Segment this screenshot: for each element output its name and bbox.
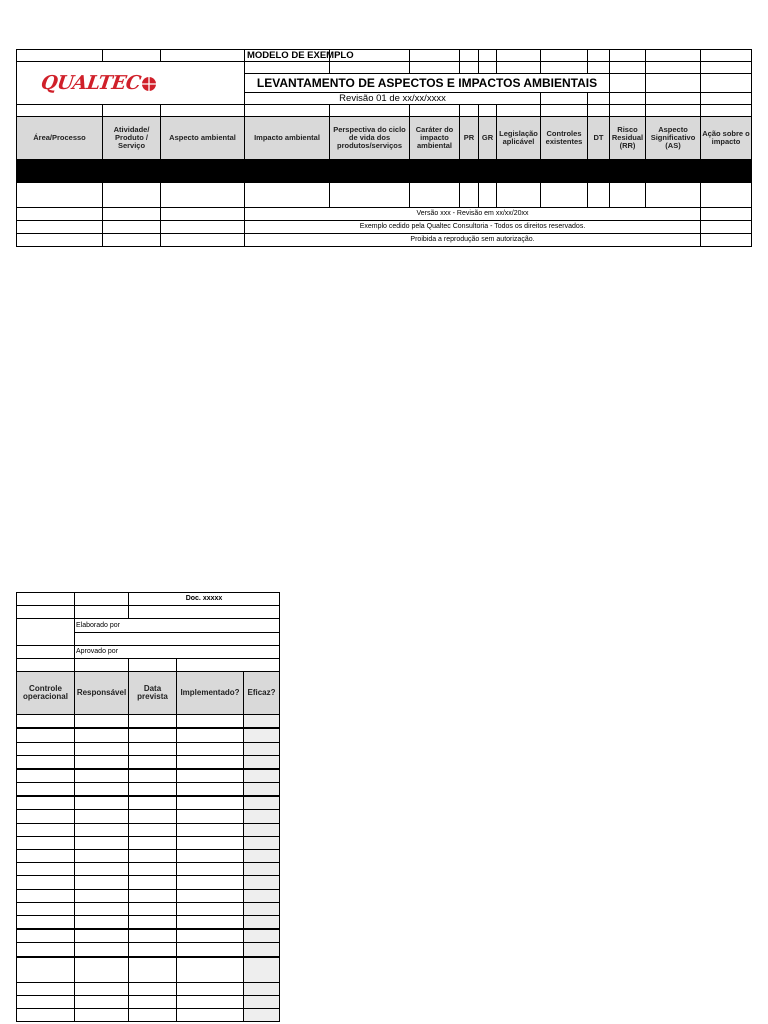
table-row[interactable] [17,836,280,849]
table-cell[interactable] [177,769,244,783]
col-area: Área/Processo [17,117,103,160]
table-cell[interactable] [129,902,177,915]
table-cell[interactable] [75,995,129,1008]
table-row[interactable] [17,182,752,208]
table-cell[interactable] [177,783,244,797]
table-cell[interactable] [75,769,129,783]
table-cell[interactable] [161,182,245,208]
table-cell[interactable] [129,742,177,755]
table-cell[interactable] [129,957,177,983]
table-cell[interactable] [129,783,177,797]
table-row[interactable] [17,755,280,769]
column-header-row-2 [17,672,280,715]
table-row[interactable] [17,957,280,983]
table-cell[interactable] [177,715,244,729]
table-row[interactable] [17,982,280,995]
table-cell[interactable] [75,915,129,929]
aprovado-label: Aprovado por [75,645,280,658]
footer-copyright: Exemplo cedido pela Qualtec Consultoria - Todos os direitos reservados. [245,221,701,234]
table-cell[interactable] [177,823,244,836]
table-cell[interactable] [129,850,177,863]
table-cell[interactable] [177,755,244,769]
table-cell[interactable] [75,850,129,863]
table-cell[interactable] [17,755,75,769]
table-cell[interactable] [244,755,280,769]
table-cell[interactable] [244,836,280,849]
table-cell[interactable] [244,1008,280,1021]
table-cell[interactable] [17,728,75,742]
table-cell[interactable] [17,810,75,823]
table-cell[interactable] [75,929,129,943]
table-cell[interactable] [75,863,129,876]
table-cell[interactable] [245,182,330,208]
table-cell[interactable] [17,889,75,902]
table-row[interactable] [17,995,280,1008]
table-cell[interactable] [244,995,280,1008]
table-cell[interactable] [177,742,244,755]
table-cell[interactable] [244,728,280,742]
table-cell[interactable] [129,863,177,876]
col-dt: DT [588,117,610,160]
table-cell[interactable] [129,995,177,1008]
table-row[interactable] [17,810,280,823]
table-cell[interactable] [701,182,752,208]
table-row[interactable] [17,876,280,889]
revision-label: Revisão 01 de xx/xx/xxxx [245,93,541,105]
table-body-2 [17,715,280,1022]
table-cell[interactable] [244,863,280,876]
table-cell[interactable] [17,863,75,876]
table-cell[interactable] [244,769,280,783]
table-cell[interactable] [17,769,75,783]
table-row[interactable] [17,915,280,929]
col-carater: Caráter do impacto ambiental [410,117,460,160]
col-pr: PR [460,117,479,160]
table-cell[interactable] [75,796,129,810]
header-blank-cell [103,50,161,62]
table-row[interactable] [17,728,280,742]
table-cell[interactable] [75,823,129,836]
table-cell[interactable] [129,889,177,902]
table-cell[interactable] [75,889,129,902]
col-risco: Risco Residual (RR) [610,117,646,160]
table-cell[interactable] [244,742,280,755]
table-cell[interactable] [244,810,280,823]
table-cell[interactable] [75,715,129,729]
table-cell[interactable] [177,943,244,957]
table-cell[interactable] [129,769,177,783]
table-cell[interactable] [244,889,280,902]
logo-text: QUALTEC [39,71,143,94]
table-row[interactable] [17,863,280,876]
table-row[interactable] [17,1008,280,1021]
table-cell[interactable] [103,182,161,208]
table-cell[interactable] [244,715,280,729]
logo-cell [17,62,245,105]
col-gr: GR [479,117,497,160]
table-cell[interactable] [75,982,129,995]
table-row[interactable] [17,769,280,783]
table-row[interactable] [17,823,280,836]
table-row[interactable] [17,902,280,915]
table-cell[interactable] [244,783,280,797]
table-cell[interactable] [129,715,177,729]
table-cell[interactable] [75,1008,129,1021]
col-significativo: Aspecto Significativo (AS) [646,117,701,160]
table-cell[interactable] [75,836,129,849]
table-cell[interactable] [17,742,75,755]
table-cell[interactable] [17,836,75,849]
table-cell[interactable] [17,182,103,208]
table-cell[interactable] [244,957,280,983]
table-cell[interactable] [17,783,75,797]
table-cell[interactable] [479,182,497,208]
table-cell[interactable] [177,728,244,742]
table-cell[interactable] [177,957,244,983]
col-perspectiva: Perspectiva do ciclo de vida dos produtos/serviços [330,117,410,160]
table-cell[interactable] [244,915,280,929]
table-cell[interactable] [17,902,75,915]
table-cell[interactable] [75,742,129,755]
table-row[interactable] [17,796,280,810]
qualtec-logo [39,71,157,94]
table-cell[interactable] [75,902,129,915]
col-acao: Ação sobre o impacto [701,117,752,160]
table-cell[interactable] [17,715,75,729]
table-cell[interactable] [75,783,129,797]
table-cell[interactable] [129,728,177,742]
table-cell[interactable] [541,182,588,208]
table-cell[interactable] [17,1008,75,1021]
table-cell[interactable] [17,943,75,957]
table-cell[interactable] [17,995,75,1008]
table-cell[interactable] [330,182,410,208]
table-cell[interactable] [17,929,75,943]
table-cell[interactable] [75,957,129,983]
table-cell[interactable] [177,850,244,863]
table-cell[interactable] [75,755,129,769]
table-cell[interactable] [244,823,280,836]
table-cell[interactable] [75,943,129,957]
table-cell[interactable] [129,943,177,957]
col-responsavel: Responsável [75,672,129,715]
table-row[interactable] [17,783,280,797]
logo-mark-icon [141,76,157,92]
table-cell[interactable] [244,943,280,957]
table-cell[interactable] [129,1008,177,1021]
col-atividade: Atividade/ Produto / Serviço [103,117,161,160]
header-blank-cell [161,50,245,62]
form-title: LEVANTAMENTO DE ASPECTOS E IMPACTOS AMBIENTAIS [245,74,610,93]
table-cell[interactable] [497,182,541,208]
table-row[interactable] [17,715,280,729]
table-cell[interactable] [17,823,75,836]
col-controles: Controles existentes [541,117,588,160]
table-cell[interactable] [129,915,177,929]
header-blank-cell [17,50,103,62]
table-cell[interactable] [177,796,244,810]
table-cell[interactable] [17,876,75,889]
table-cell[interactable] [129,836,177,849]
table-cell[interactable] [646,182,701,208]
table-cell[interactable] [129,982,177,995]
table-cell[interactable] [17,982,75,995]
table-cell[interactable] [177,902,244,915]
col-data-prevista: Data prevista [129,672,177,715]
table-cell[interactable] [244,876,280,889]
table-cell[interactable] [129,929,177,943]
table-cell[interactable] [177,876,244,889]
table-cell[interactable] [17,850,75,863]
col-impacto: Impacto ambiental [245,117,330,160]
table-cell[interactable] [244,902,280,915]
table-cell[interactable] [177,810,244,823]
table-cell[interactable] [177,863,244,876]
table-row[interactable] [17,929,280,943]
col-legislacao: Legislação aplicável [497,117,541,160]
col-controle-operacional: Controle operacional [17,672,75,715]
table-cell[interactable] [129,810,177,823]
table-row[interactable] [17,850,280,863]
table-cell[interactable] [129,755,177,769]
col-eficaz: Eficaz? [244,672,280,715]
table-body [17,160,752,208]
table-cell[interactable] [177,982,244,995]
table-cell[interactable] [129,823,177,836]
col-aspecto: Aspecto ambiental [161,117,245,160]
table-cell[interactable] [17,915,75,929]
table-row[interactable] [17,943,280,957]
table-cell[interactable] [610,182,646,208]
table-cell[interactable] [177,995,244,1008]
table-cell[interactable] [129,796,177,810]
table-cell[interactable] [588,182,610,208]
col-implementado: Implementado? [177,672,244,715]
footer-prohibition: Proibida a reprodução sem autorização. [245,234,701,247]
table-cell[interactable] [177,889,244,902]
table-cell[interactable] [177,1008,244,1021]
table-cell[interactable] [244,929,280,943]
table-cell[interactable] [244,796,280,810]
column-header-row [17,117,752,160]
table-cell[interactable] [177,915,244,929]
table-cell[interactable] [410,182,460,208]
table-row[interactable] [17,889,280,902]
table-cell[interactable] [75,876,129,889]
elaborado-label: Elaborado por [75,619,280,632]
doc-label: Doc. xxxxx [129,593,280,606]
model-label: MODELO DE EXEMPLO [245,50,330,62]
table-cell[interactable] [75,810,129,823]
table-row[interactable] [17,742,280,755]
table-cell[interactable] [75,728,129,742]
table-cell[interactable] [177,929,244,943]
table-cell[interactable] [17,796,75,810]
table-cell[interactable] [129,876,177,889]
table-cell[interactable] [460,182,479,208]
footer-version: Versão xxx - Revisão em xx/xx/20xx [245,208,701,221]
table-cell[interactable] [244,850,280,863]
table-cell[interactable] [17,957,75,983]
operational-control-table [16,592,280,1022]
table-cell[interactable] [177,836,244,849]
aspects-impacts-table [16,49,752,247]
table-cell[interactable] [244,982,280,995]
